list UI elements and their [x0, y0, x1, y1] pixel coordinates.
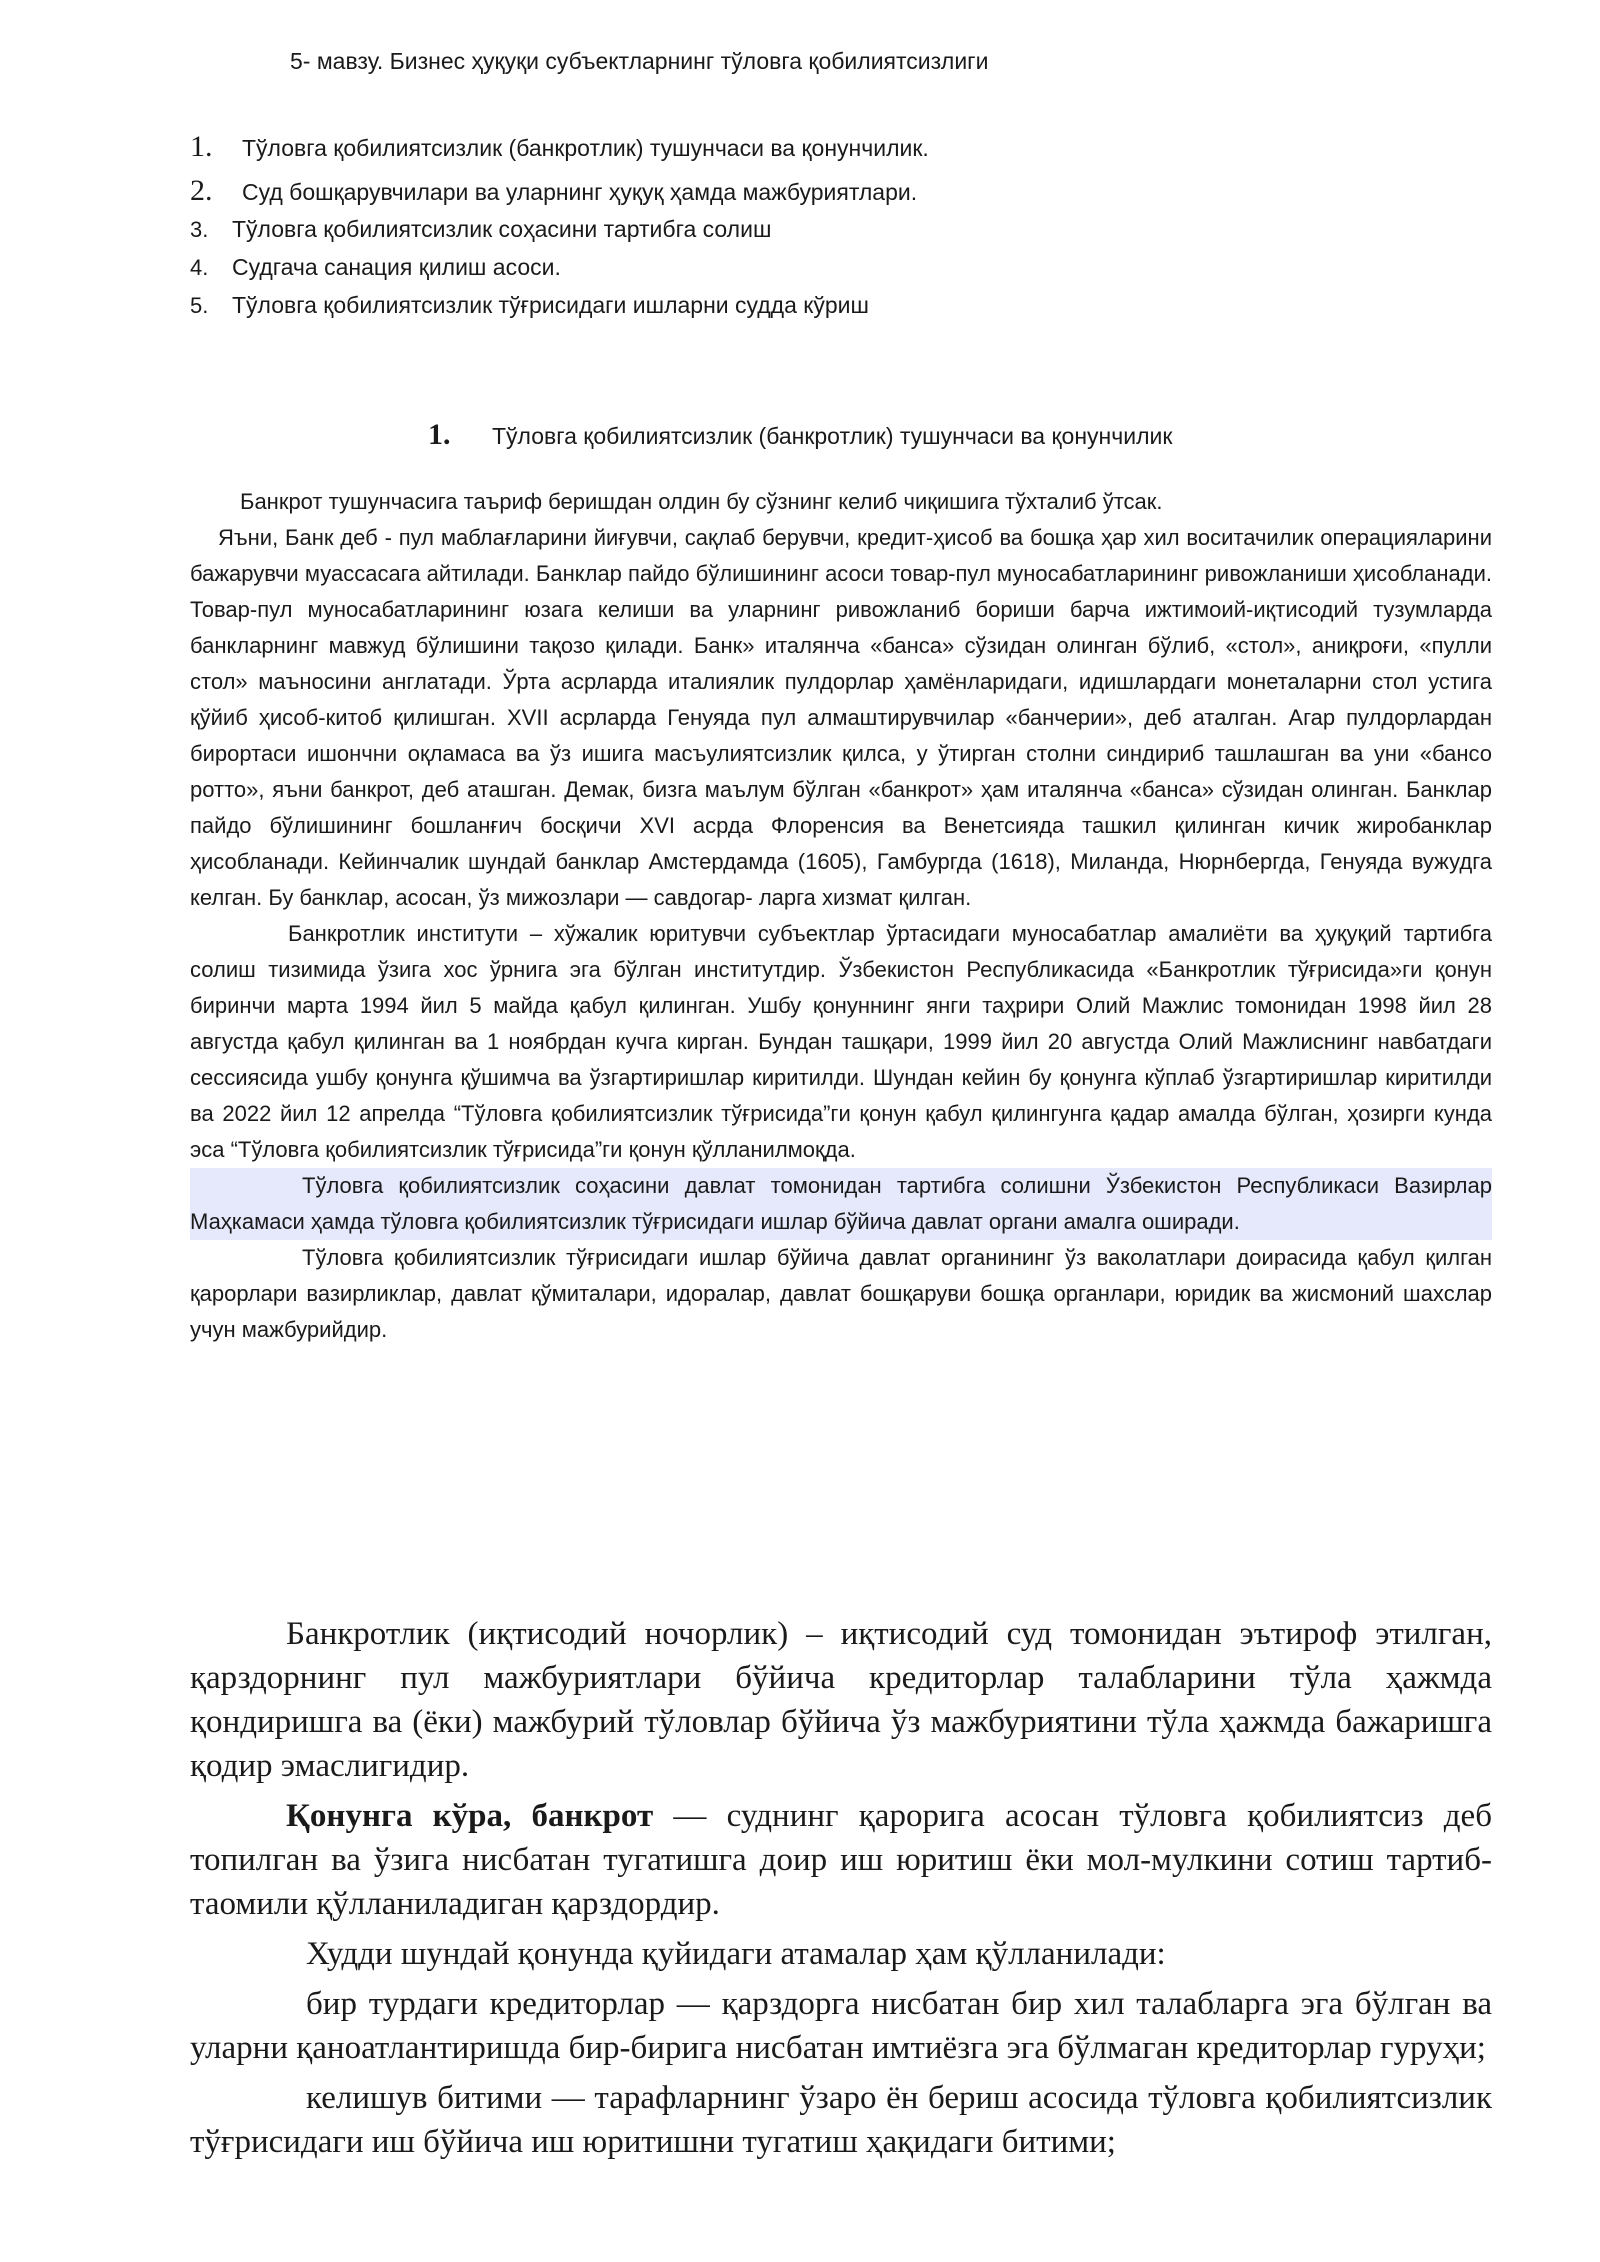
definition-rest: — суднинг қарорига асосан тўловга қобилиятсиз деб топилган ва ўзига нисбатан тугатишга доир иш юритиш ёки мол-мулкини сотиш тартиб-таомили қўлланиладиган қарздордир. [190, 1798, 1492, 1922]
term-paragraph: келишув битими — тарафларнинг ўзаро ён бериш асосида тўловга қобилиятсизлик тўғрисидаги иш бўйича иш юритишни тугатиш ҳақидаги битими; [190, 2080, 1492, 2160]
topic-outline [190, 130, 1490, 330]
outline-item [190, 174, 1490, 216]
paragraph: Тўловга қобилиятсизлик тўғрисидаги ишлар бўйича давлат органининг ўз ваколатлари доирасида қабул қилган қарорлари вазирликлар, давлат қўмиталари, идоралар, давлат бошқаруви бошқа органлари, юридик ва жисмоний шахслар учун мажбурийдир. [190, 1245, 1492, 1342]
outline-number: 1. [190, 130, 213, 163]
bold-lead: Қонунга кўра, банкрот [286, 1798, 654, 1834]
paragraph: Банкротлик институти – хўжалик юритувчи субъектлар ўртасидаги муносабатлар амалиёти ва ҳуқуқий тартибга солиш тизимида ўзига хос ўрнига эга бўлган институтдир. Ўзбекистон Республикасида «Банкротлик тўғрисида»ги қонун биринчи марта 1994 йил 5 майда қабул қилинган. Ушбу қонуннинг янги таҳрири Олий Мажлис томонидан 1998 йил 28 августда қабул қилинган ва 1 ноябрдан кучга кирган. Бундан ташқари, 1999 йил 20 августда Олий Мажлиснинг навбатдаги сессиясида ушбу қонунга қўшимча ва ўзгартиришлар киритилди. Шундан кейин бу қонунга кўплаб ўзгартиришлар киритилди ва 2022 йил 12 апрелда “Тўловга қобилиятсизлик тўғрисида”ги қонун қабул қилингунга қадар амалда бўлган, ҳозирги кунда эса “Тўловга қобилиятсизлик тўғрисида”ги қонун қўлланилмоқда. [190, 921, 1492, 1162]
outline-number: 5. [190, 293, 209, 318]
outline-item [190, 216, 1490, 254]
outline-item [190, 130, 1490, 174]
outline-text: Суд бошқарувчилари ва уларнинг ҳуқуқ ҳамда мажбуриятлари. [242, 179, 918, 205]
paragraph: Яъни, Банк деб - пул маблағларини йиғувчи, сақлаб берувчи, кредит-ҳисоб ва бошқа ҳар хил воситачилик операцияларини бажарувчи муассасага айтилади. Банклар пайдо бўлишининг асоси товар-пул муносабатларининг ривожланиши ҳисобланади. Товар-пул муносабатларининг юзага келиши ва уларнинг ривожланиб бориши барча ижтимоий-иқтисодий тузумларда банкларнинг мавжуд бўлишини тақозо қилади. Банк» италянча «банса» сўзидан олинган бўлиб, «стол», аниқроғи, «пулли стол» маъносини англатади. Ўрта асрларда италиялик пулдорлар ҳамёнларидаги, идишлардаги монеталарни стол устига қўйиб ҳисоб-китоб қилишган. XVII асрларда Генуяда пул алмаштирувчилар «банчерии», деб аталган. Агар пулдорлардан бирортаси ишончни оқламаса ва ўз ишига масъулиятсизлик қилса, у ўтирган столни синдириб ташлашган ва уни «бансо ротто», яъни банкрот, деб аташган. Демак, бизга маълум бўлган «банкрот» ҳам италянча «банса» сўзидан олинган. Банклар пайдо бўлишининг бошланғич босқичи XVI асрда Флоренсия ва Венетсияда ташкил қилинган кичик жиробанклар ҳисобланади. Кейинчалик шундай банклар Амстердамда (1605), Гамбургда (1618), Миланда, Нюрнбергда, Генуяда вужудга келган. Бу банклар, асосан, ўз мижозлари — савдогар- ларга хизмат қилган. [190, 525, 1492, 910]
section-title: Тўловга қобилиятсизлик (банкротлик) тушунчаси ва қонунчилик [492, 423, 1173, 449]
paragraph: Банкрот тушунчасига таъриф беришдан олдин бу сўзнинг келиб чиқишига тўхталиб ўтсак. [240, 489, 1163, 514]
section-number: 1. [428, 418, 451, 451]
outline-number: 3. [190, 217, 209, 242]
body-text-large [190, 1612, 1492, 2170]
paragraph: Худди шундай қонунда қуйидаги атамалар ҳам қўлланилади: [306, 1936, 1166, 1972]
outline-text: Тўловга қобилиятсизлик соҳасини тартибга солиш [232, 216, 772, 242]
topic-title: 5- мавзу. Бизнес ҳуқуқи субъектларнинг тўловга қобилиятсизлиги [290, 48, 989, 74]
outline-number: 4. [190, 255, 209, 280]
definition-paragraph: Банкротлик (иқтисодий ночорлик) – иқтисодий суд томонидан эътироф этилган, қарздорнинг пул мажбуриятлари бўйича кредиторлар талабларини тўла ҳажмда қондиришга ва (ёки) мажбурий тўловлар бўйича ўз мажбуриятини тўла ҳажмда бажаришга қодир эмаслигидир. [190, 1616, 1492, 1784]
outline-text: Тўловга қобилиятсизлик тўғрисидаги ишларни судда кўриш [232, 292, 869, 318]
definition-paragraph [190, 1794, 1492, 1926]
highlighted-paragraph: Тўловга қобилиятсизлик соҳасини давлат томонидан тартибга солишни Ўзбекистон Республикаси Вазирлар Маҳкамаси ҳамда тўловга қобилиятсизлик тўғрисидаги ишлар бўйича давлат органи амалга оширади. [190, 1168, 1492, 1240]
outline-item [190, 254, 1490, 292]
outline-text: Судгача санация қилиш асоси. [232, 254, 561, 280]
body-text-small [190, 484, 1492, 1348]
section-heading [428, 418, 1172, 452]
outline-item [190, 292, 1490, 330]
outline-number: 2. [190, 174, 213, 207]
term-paragraph: бир турдаги кредиторлар — қарздорга нисбатан бир хил талабларга эга бўлган ва уларни қаноатлантиришда бир-бирига нисбатан имтиёзга эга бўлмаган кредиторлар гуруҳи; [190, 1986, 1492, 2066]
outline-text: Тўловга қобилиятсизлик (банкротлик) тушунчаси ва қонунчилик. [242, 135, 929, 161]
